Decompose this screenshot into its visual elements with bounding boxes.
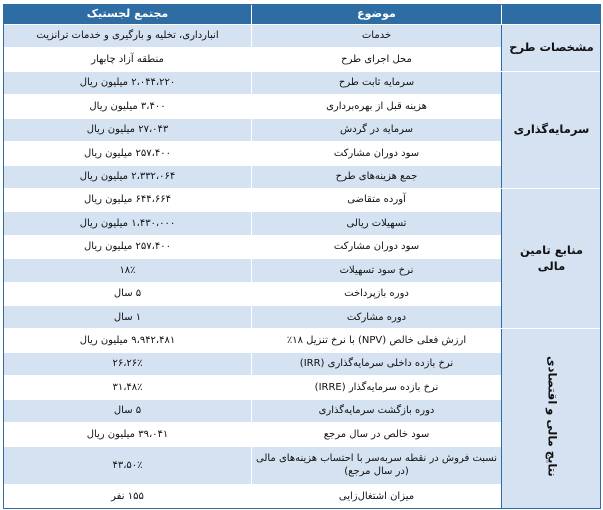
value-cell: ۹،۹۴۲،۴۸۱ میلیون ریال [4, 329, 252, 352]
subject-cell: میزان اشتغال‌زایی [252, 485, 502, 509]
section-title-text: منابع تامین مالی [519, 243, 584, 273]
value-cell: ۵ سال [4, 399, 252, 422]
value-cell: ۱،۴۳۰،۰۰۰ میلیون ریال [4, 212, 252, 235]
table-row [4, 25, 602, 48]
table-row [4, 188, 602, 211]
subject-cell: سرمایه ثابت طرح [252, 71, 502, 94]
value-cell: ۱ سال [4, 306, 252, 329]
table-row [4, 71, 602, 94]
value-cell: ۲۵۷،۴۰۰ میلیون ریال [4, 142, 252, 165]
subject-cell: آورده متقاضی [252, 188, 502, 211]
section-title-text: نتایج مالی و اقتصادی [545, 356, 560, 477]
subject-cell: هزینه قبل از بهره‌برداری [252, 95, 502, 118]
subject-cell: تسهیلات ریالی [252, 212, 502, 235]
value-cell: ۳۱،۴۸٪ [4, 376, 252, 399]
subject-cell: سرمایه در گردش [252, 118, 502, 141]
value-cell: ۳۹،۰۴۱ میلیون ریال [4, 423, 252, 446]
value-cell: ۶۴۴،۶۶۴ میلیون ریال [4, 188, 252, 211]
subject-cell: دوره بازپرداخت [252, 282, 502, 305]
header-value: مجتمع لجستیک [4, 5, 252, 25]
subject-cell: محل اجرای طرح [252, 48, 502, 71]
subject-cell: سود دوران مشارکت [252, 235, 502, 258]
header-subject: موضوع [252, 5, 502, 25]
value-cell: ۲،۰۴۴،۲۲۰ میلیون ریال [4, 71, 252, 94]
subject-cell: دوره مشارکت [252, 306, 502, 329]
value-cell: ۴۳،۵۰٪ [4, 446, 252, 485]
value-cell: ۳،۴۰۰ میلیون ریال [4, 95, 252, 118]
table-body [4, 25, 602, 509]
subject-cell: نسبت فروش در نقطه سربه‌سر با احتساب هزینه‌های مالی (در سال مرجع) [252, 446, 502, 485]
value-cell: ۱۵۵ نفر [4, 485, 252, 509]
subject-cell: ارزش فعلی خالص (NPV) با نرخ تنزیل ۱۸٪ [252, 329, 502, 352]
section-title [502, 188, 602, 329]
header-row [4, 5, 602, 25]
value-cell: ۲،۳۳۲،۰۶۴ میلیون ریال [4, 165, 252, 188]
subject-cell: خدمات [252, 25, 502, 48]
subject-cell: دوره بازگشت سرمایه‌گذاری [252, 399, 502, 422]
subject-cell: سود دوران مشارکت [252, 142, 502, 165]
subject-cell: نرخ بازده داخلی سرمایه‌گذاری (IRR) [252, 352, 502, 375]
value-cell: ۱۸٪ [4, 259, 252, 282]
section-title [502, 25, 602, 72]
project-summary-table [3, 4, 602, 509]
section-title [502, 71, 602, 188]
value-cell: ۲۷،۰۴۳ میلیون ریال [4, 118, 252, 141]
section-title-text: مشخصات طرح [509, 40, 594, 55]
value-cell: ۲۵۷،۴۰۰ میلیون ریال [4, 235, 252, 258]
table-row [4, 329, 602, 352]
value-cell: ۵ سال [4, 282, 252, 305]
subject-cell: جمع هزینه‌های طرح [252, 165, 502, 188]
header-category-cell [502, 5, 602, 25]
subject-cell: سود خالص در سال مرجع [252, 423, 502, 446]
subject-cell: نرخ سود تسهیلات [252, 259, 502, 282]
section-title [502, 329, 602, 509]
value-cell: انبارداری، تخلیه و بارگیری و خدمات ترانزیت [4, 25, 252, 48]
section-title-text: سرمایه‌گذاری [513, 122, 590, 137]
subject-cell: نرخ بازده سرمایه‌گذار (IRRE) [252, 376, 502, 399]
value-cell: ۲۶،۲۶٪ [4, 352, 252, 375]
value-cell: منطقه آزاد چابهار [4, 48, 252, 71]
